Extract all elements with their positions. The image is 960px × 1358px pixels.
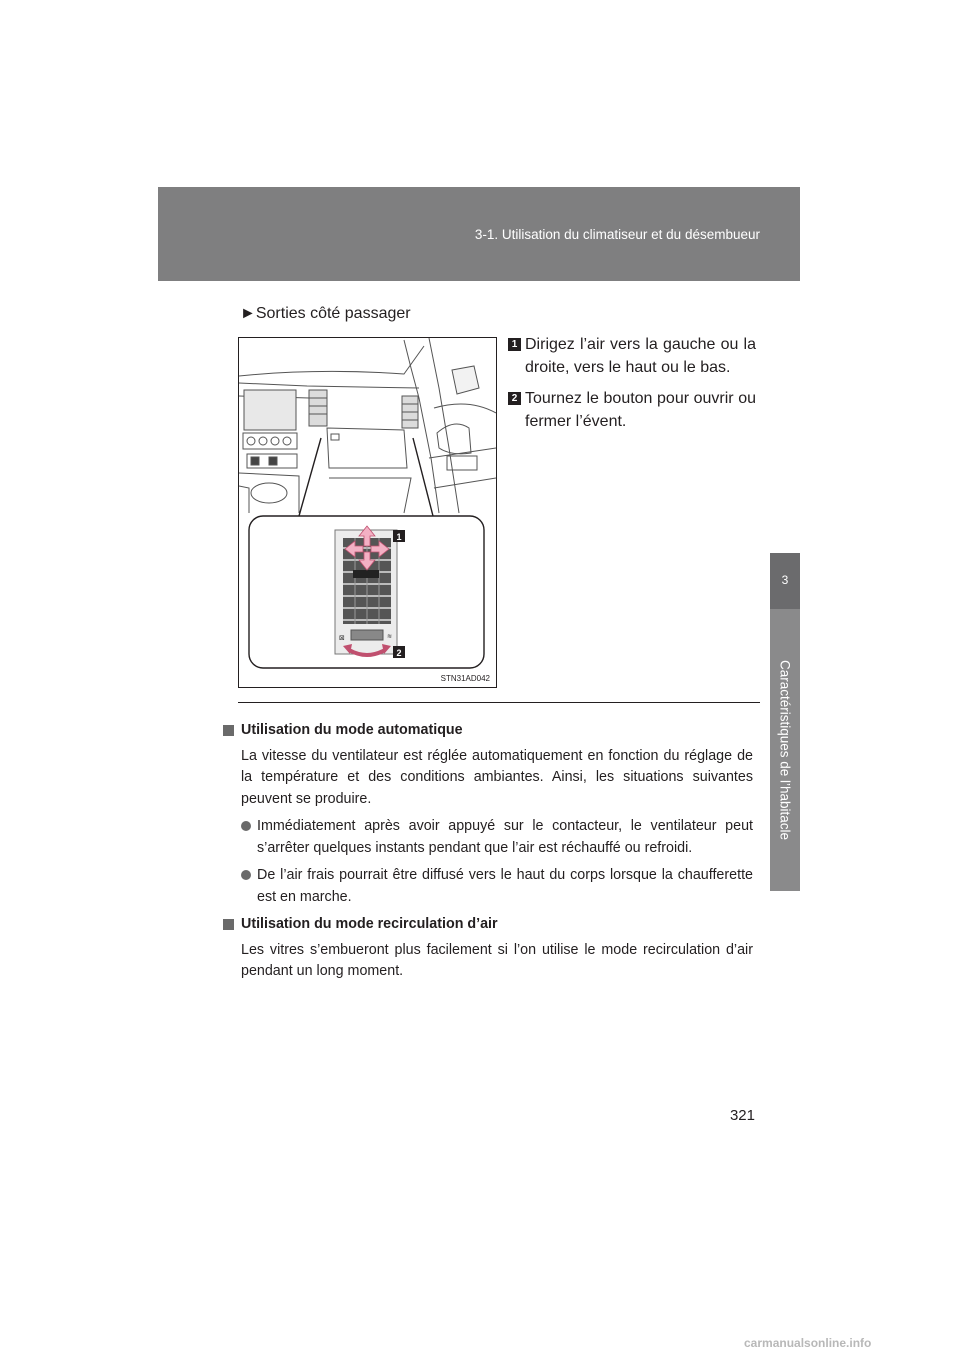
- figure-id: STN31AD042: [440, 674, 490, 683]
- note-bullet: Immédiatement après avoir appuyé sur le contacteur, le ventilateur peut s’arrêter quelques instants pendant que l’air est réchauffé ou refroidi.: [223, 816, 753, 859]
- subheading: [240, 305, 411, 323]
- step-1: [508, 333, 756, 379]
- chapter-number: 3: [781, 573, 789, 587]
- subheading-text: Sorties côté passager: [255, 305, 411, 322]
- passenger-vent-illustration: [238, 337, 497, 688]
- section-divider: [238, 702, 760, 703]
- svg-text:≋: ≋: [387, 633, 393, 640]
- page-number: 321: [729, 1107, 755, 1124]
- chapter-title: Caractéristiques de l’habitacle: [777, 659, 793, 841]
- watermark: carmanualsonline.info: [744, 1336, 872, 1350]
- dashboard-vent-drawing: [239, 338, 496, 687]
- note-paragraph: La vitesse du ventilateur est réglée automatiquement en fonction du réglage de la température et des conditions ambiantes. Ainsi, les situations suivantes peuvent se produire.: [241, 747, 753, 807]
- instruction-steps: [508, 333, 756, 441]
- note-paragraph: Les vitres s’embueront plus facilement si l’on utilise le mode recirculation d’air pendant un long moment.: [241, 941, 753, 979]
- step-text: Dirigez l’air vers la gauche ou la droite, vers le haut ou le bas.: [525, 336, 756, 376]
- triangle-arrow-icon: ►: [240, 305, 256, 322]
- square-bullet-icon: [223, 919, 234, 930]
- round-bullet-icon: [241, 870, 251, 880]
- note-heading-recirc-mode: Utilisation du mode recirculation d’air: [223, 914, 753, 936]
- note-heading-auto-mode: Utilisation du mode automatique: [223, 720, 753, 742]
- chapter-side-tab: [770, 609, 800, 891]
- figure-callout-1: 1: [396, 532, 402, 542]
- svg-text:⊠: ⊠: [339, 634, 345, 642]
- step-number-badge: 1: [508, 338, 521, 351]
- step-text: Tournez le bouton pour ouvrir ou fermer l’évent.: [525, 390, 756, 430]
- note-bullet: De l’air frais pourrait être diffusé vers le haut du corps lorsque la chaufferette est en marche.: [223, 865, 753, 908]
- step-2: [508, 387, 756, 433]
- section-header: [158, 187, 800, 281]
- square-bullet-icon: [223, 725, 234, 736]
- figure-callout-2: 2: [396, 648, 402, 658]
- chapter-number-tab: [770, 553, 800, 609]
- notes-section: [223, 716, 753, 989]
- step-number-badge: 2: [508, 392, 521, 405]
- round-bullet-icon: [241, 821, 251, 831]
- section-title: 3-1. Utilisation du climatiseur et du désembueur: [474, 227, 760, 242]
